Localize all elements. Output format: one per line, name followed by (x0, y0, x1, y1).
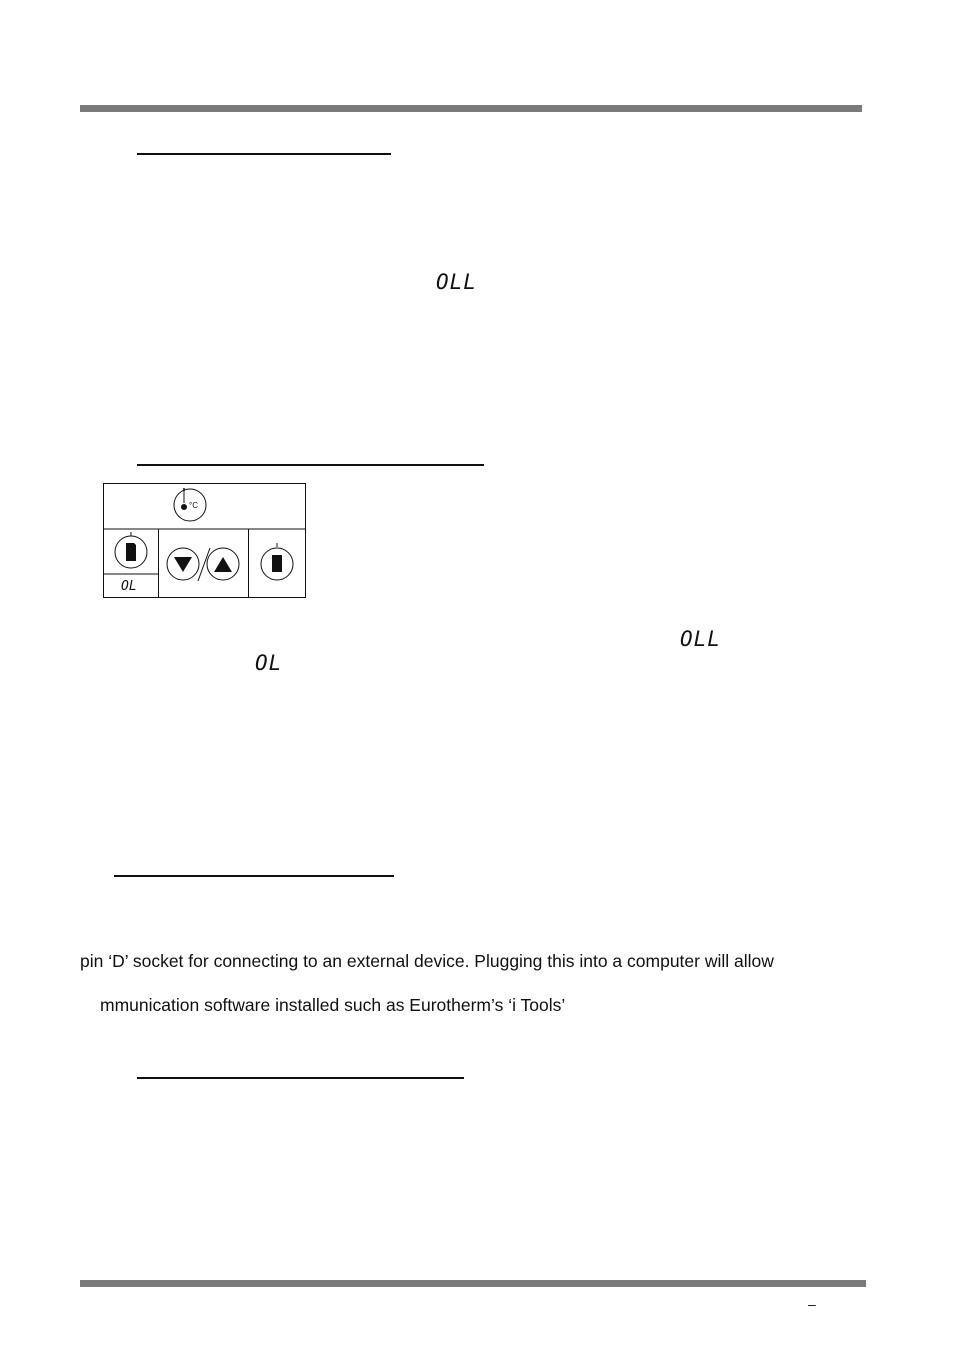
up-arrow-icon (207, 548, 239, 580)
scroll-key-icon (261, 543, 293, 580)
display-code-top: OLL (436, 270, 477, 294)
section-heading-3-underline (114, 875, 394, 877)
key-display-label: OL (121, 579, 137, 594)
keypad-diagram (103, 483, 306, 598)
temperature-icon (174, 488, 206, 521)
degrees-c-label: °C (189, 501, 198, 510)
footer-rule (80, 1280, 866, 1287)
section-heading-2-underline (137, 464, 484, 466)
comms-paragraph-line-2: mmunication software installed such as Eurotherm’s ‘i Tools’ (100, 995, 566, 1015)
header-rule (80, 105, 862, 112)
display-code-inline-2: OL (255, 651, 283, 675)
down-arrow-icon (167, 548, 199, 580)
section-heading-1-underline (137, 153, 391, 155)
section-heading-4-underline (137, 1077, 464, 1079)
page-key-icon (115, 532, 147, 568)
keypad-diagram-svg (103, 483, 306, 598)
comms-paragraph-line-1: pin ‘D’ socket for connecting to an external device. Plugging this into a computer will allow (80, 951, 774, 971)
footer-mark: – (808, 1296, 816, 1312)
slash-separator (198, 548, 210, 581)
display-code-inline-1: OLL (680, 627, 721, 651)
